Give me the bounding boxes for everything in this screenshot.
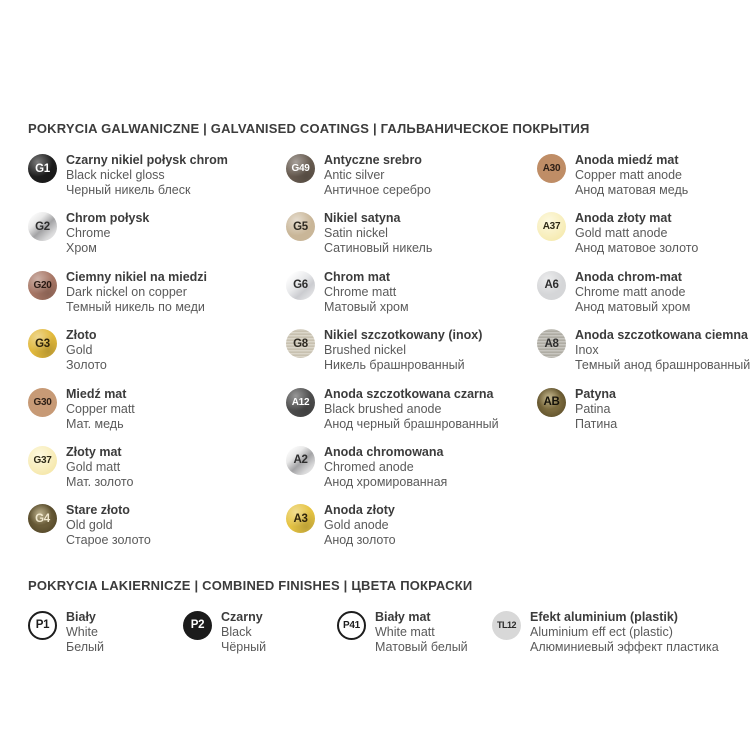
finish-labels (66, 211, 149, 256)
finish-name-pl: Patyna (575, 386, 616, 401)
finish-name-en: Old gold (66, 518, 113, 533)
finish-name-ru: Анод золото (324, 533, 396, 548)
finish-name-ru: Сатиновый никель (324, 241, 433, 256)
finish-item-tl12 (492, 610, 719, 655)
finish-name-ru: Темный никель по меди (66, 299, 205, 314)
finish-name-ru: Темный анод брашнрованный (575, 358, 750, 373)
finish-labels (575, 211, 698, 256)
finish-name-ru: Золото (66, 358, 107, 373)
swatch-g8-icon: G8 (286, 329, 315, 358)
finish-name-pl: Stare złoto (66, 503, 130, 518)
finish-name-ru: Матовый хром (324, 299, 409, 314)
swatch-a6-icon: A6 (537, 271, 566, 300)
finish-name-pl: Anoda szczotkowana czarna (324, 386, 494, 401)
finish-item-g20 (28, 270, 286, 315)
swatch-tl12-icon: TL12 (492, 611, 521, 640)
finish-labels (375, 610, 468, 655)
finish-item-p2 (183, 610, 337, 655)
swatch-g1-icon: G1 (28, 154, 57, 183)
finish-labels (324, 211, 432, 256)
finish-name-pl: Chrom mat (324, 269, 390, 284)
finish-item-g8 (286, 328, 537, 373)
finish-name-ru: Белый (66, 639, 105, 654)
finish-labels (66, 328, 107, 373)
lacquered-section (28, 578, 728, 668)
finish-name-en: Gold matt anode (575, 226, 668, 241)
finish-labels (66, 503, 151, 548)
swatch-p41-icon: P41 (337, 611, 366, 640)
finish-item-g3 (28, 328, 286, 373)
finish-name-pl: Ciemny nikiel na miedzi (66, 269, 208, 284)
finish-name-en: Brushed nickel (324, 343, 406, 358)
finish-name-ru: Хром (66, 241, 97, 256)
swatch-a3-icon: A3 (286, 504, 315, 533)
finish-name-en: Gold anode (324, 518, 389, 533)
finish-item-ab (537, 387, 728, 432)
swatch-ab-icon: AB (537, 388, 566, 417)
swatch-g2-icon: G2 (28, 212, 57, 241)
finish-labels (66, 153, 228, 198)
finish-labels (324, 503, 396, 548)
finish-item-g37 (28, 445, 286, 490)
finish-item-p41 (337, 610, 492, 655)
finish-name-pl: Anoda miedź mat (575, 153, 679, 167)
finish-name-en: White matt (375, 624, 435, 639)
finish-name-ru: Античное серебро (324, 183, 431, 197)
finish-name-ru: Анод матовая медь (575, 183, 689, 197)
finish-item-g2 (28, 211, 286, 256)
finish-labels (575, 270, 690, 315)
finish-name-ru: Алюминиевый эффект пластика (530, 639, 719, 654)
finish-name-pl: Anoda złoty (324, 503, 395, 518)
finish-name-en: Black (221, 624, 252, 639)
swatch-p2-icon: P2 (183, 611, 212, 640)
finish-name-ru: Мат. медь (66, 416, 124, 431)
finish-name-en: Copper matt (66, 401, 135, 416)
finish-name-pl: Antyczne srebro (324, 153, 422, 167)
lacquered-section-header: POKRYCIA LAKIERNICZE | COMBINED FINISHES | ЦВЕТА ПОКРАСКИ (28, 577, 473, 593)
galvanised-column-3 (537, 153, 750, 562)
finish-labels (530, 610, 719, 655)
finish-name-ru: Черный никель блеск (66, 183, 191, 197)
finish-name-en: Black brushed anode (324, 401, 442, 416)
finish-item-a6 (537, 270, 728, 315)
swatch-a37-icon: A37 (537, 212, 566, 241)
finish-labels (324, 153, 431, 198)
swatch-a8-icon: A8 (537, 329, 566, 358)
finish-name-pl: Efekt aluminium (plastik) (530, 609, 678, 624)
finish-name-pl: Miedź mat (66, 386, 127, 401)
finish-item-a8 (537, 328, 750, 373)
finish-name-en: Copper matt anode (575, 168, 683, 182)
finish-name-pl: Złoto (66, 328, 97, 343)
galvanised-column-2 (286, 153, 537, 562)
finish-item-g5 (286, 211, 537, 256)
finish-item-g1 (28, 153, 286, 198)
swatch-a2-icon: A2 (286, 446, 315, 475)
finish-name-pl: Anoda chromowana (324, 444, 444, 459)
finish-labels (575, 328, 750, 373)
finish-item-p1 (28, 610, 183, 655)
finish-item-a30 (537, 153, 728, 198)
swatch-g5-icon: G5 (286, 212, 315, 241)
finish-name-en: Aluminium eff ect (plastic) (530, 624, 673, 639)
swatch-g4-icon: G4 (28, 504, 57, 533)
finish-item-g49 (286, 153, 537, 198)
finish-name-en: Gold matt (66, 459, 121, 474)
lacquered-row (28, 610, 728, 668)
page-content (28, 121, 750, 668)
finish-name-en: Chrome (66, 226, 111, 241)
swatch-g30-icon: G30 (28, 388, 57, 417)
finish-labels (324, 328, 482, 373)
finish-item-g30 (28, 387, 286, 432)
swatch-a30-icon: A30 (537, 154, 566, 183)
finish-item-a2 (286, 445, 537, 490)
galvanised-section-header: POKRYCIA GALWANICZNE | GALVANISED COATINGS | ГАЛЬВАНИЧЕСКОЕ ПОКРЫТИЯ (28, 121, 590, 136)
finish-name-en: Gold (66, 343, 93, 358)
finish-labels (66, 270, 207, 315)
swatch-p1-icon: P1 (28, 611, 57, 640)
finish-item-a12 (286, 387, 537, 432)
finish-labels (66, 610, 104, 655)
finish-name-ru: Мат. золото (66, 474, 134, 489)
finish-labels (324, 387, 499, 432)
finish-item-g4 (28, 503, 286, 548)
finish-name-pl: Chrom połysk (66, 211, 150, 226)
finish-name-pl: Złoty mat (66, 444, 122, 459)
finish-name-ru: Анод матовое золото (575, 241, 699, 256)
finish-item-a3 (286, 503, 537, 548)
finish-name-en: Black nickel gloss (66, 168, 165, 182)
finish-item-a37 (537, 211, 728, 256)
finish-name-pl: Biały (66, 609, 96, 624)
finish-item-g6 (286, 270, 537, 315)
galvanised-column-1 (28, 153, 286, 562)
finish-name-pl: Biały mat (375, 609, 431, 624)
finish-name-ru: Анод хромированная (324, 474, 448, 489)
swatch-g6-icon: G6 (286, 271, 315, 300)
finish-name-ru: Анод матовый хром (575, 299, 691, 314)
swatch-g20-icon: G20 (28, 271, 57, 300)
finish-name-pl: Czarny (221, 609, 263, 624)
finish-name-en: Patina (575, 401, 611, 416)
finish-labels (324, 445, 447, 490)
finish-name-ru: Анод черный брашнрованный (324, 416, 499, 431)
finish-name-en: Inox (575, 343, 599, 358)
finish-labels (221, 610, 266, 655)
finish-labels (575, 153, 688, 198)
galvanised-grid (28, 153, 750, 562)
finish-name-pl: Czarny nikiel połysk chrom (66, 153, 228, 167)
finish-name-en: Dark nickel on copper (66, 284, 187, 299)
swatch-g37-icon: G37 (28, 446, 57, 475)
finish-name-pl: Anoda chrom-mat (575, 269, 682, 284)
finish-labels (575, 387, 617, 432)
finish-name-pl: Anoda złoty mat (575, 211, 672, 226)
finish-name-ru: Никель брашнрованный (324, 358, 465, 373)
finish-name-ru: Матовый белый (375, 639, 468, 654)
finish-name-en: Chrome matt (324, 284, 397, 299)
finish-name-en: Antic silver (324, 168, 385, 182)
finish-name-ru: Патина (575, 416, 618, 431)
finish-labels (66, 387, 135, 432)
finish-labels (324, 270, 409, 315)
finish-name-pl: Anoda szczotkowana ciemna (575, 328, 748, 343)
finish-name-pl: Nikiel satyna (324, 211, 401, 226)
finish-name-en: Satin nickel (324, 226, 388, 241)
finish-labels (66, 445, 133, 490)
finish-name-en: Chromed anode (324, 459, 414, 474)
finish-name-pl: Nikiel szczotkowany (inox) (324, 328, 483, 343)
swatch-g49-icon: G49 (286, 154, 315, 183)
finish-name-en: Chrome matt anode (575, 284, 686, 299)
swatch-g3-icon: G3 (28, 329, 57, 358)
finish-name-en: White (66, 624, 98, 639)
finish-name-ru: Старое золото (66, 533, 151, 548)
finish-name-ru: Чёрный (221, 639, 267, 654)
swatch-a12-icon: A12 (286, 388, 315, 417)
